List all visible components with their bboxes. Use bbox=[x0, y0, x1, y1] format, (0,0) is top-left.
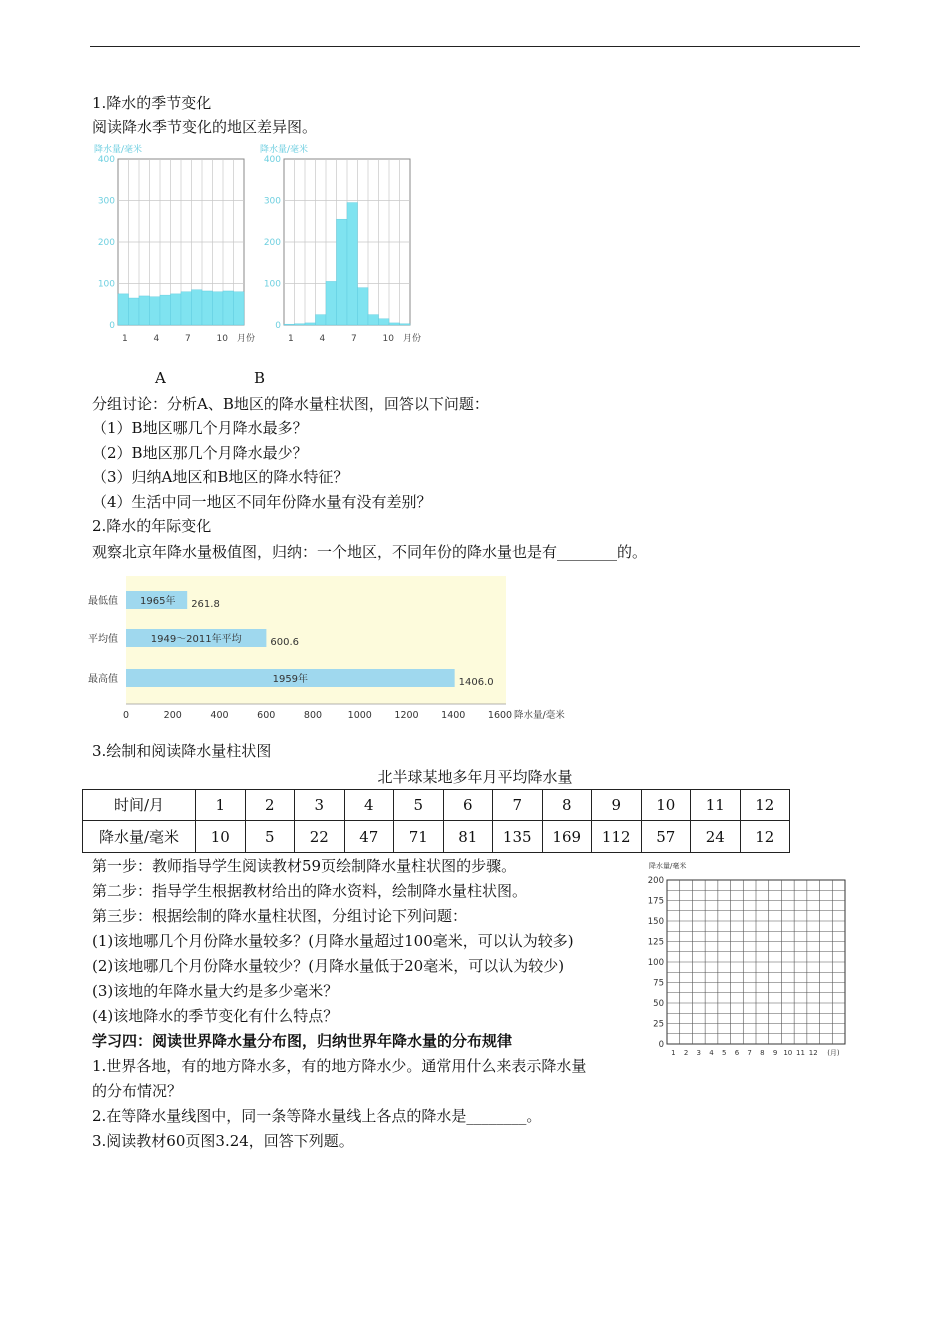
bar bbox=[181, 292, 192, 325]
y-tick-label: 50 bbox=[653, 999, 664, 1009]
x-tick-label: 4 bbox=[709, 1049, 714, 1057]
value-cell: 12 bbox=[740, 821, 790, 853]
x-axis-label: 月份 bbox=[403, 334, 422, 343]
section3-question-1: (1)该地哪几个月份降水量较多？(月降水量超过100毫米，可以认为较多) bbox=[92, 932, 574, 950]
month-cell: 5 bbox=[394, 790, 444, 821]
month-cell: 4 bbox=[344, 790, 394, 821]
step-3: 第三步：根据绘制的降水量柱状图，分组讨论下列问题： bbox=[92, 907, 468, 925]
x-tick-label: 1000 bbox=[347, 710, 372, 721]
x-tick-label: 12 bbox=[808, 1049, 818, 1057]
value-cell: 135 bbox=[493, 821, 543, 853]
y-tick-label: 200 bbox=[263, 238, 281, 248]
bar bbox=[368, 315, 379, 325]
x-tick-label: 9 bbox=[772, 1049, 778, 1057]
value-cell: 22 bbox=[295, 821, 345, 853]
table-title: 北半球某地多年月平均降水量 bbox=[377, 768, 573, 786]
x-tick-label: 4 bbox=[153, 334, 160, 343]
bar bbox=[316, 315, 327, 325]
value-label: 1406.0 bbox=[458, 677, 494, 688]
category-label: 最高值 bbox=[88, 674, 118, 685]
section3-question-3: (3)该地的年降水量大约是多少毫米？ bbox=[92, 982, 339, 1000]
bar bbox=[284, 324, 295, 325]
bar bbox=[295, 324, 306, 325]
y-tick-label: 0 bbox=[658, 1040, 664, 1050]
bar bbox=[118, 294, 129, 325]
x-tick-label: 11 bbox=[796, 1049, 805, 1057]
category-label: 平均值 bbox=[88, 634, 118, 645]
value-cell: 5 bbox=[245, 821, 295, 853]
x-tick-label: 0 bbox=[122, 710, 130, 721]
x-axis-label: (月) bbox=[827, 1049, 840, 1057]
value-cell: 47 bbox=[344, 821, 394, 853]
y-tick-label: 175 bbox=[647, 896, 664, 907]
bar bbox=[202, 291, 213, 325]
table-row-months bbox=[83, 790, 790, 821]
month-cell: 7 bbox=[493, 790, 543, 821]
chart-a-label: A bbox=[155, 369, 166, 387]
x-tick-label: 1 bbox=[671, 1049, 676, 1057]
y-tick-label: 200 bbox=[647, 876, 664, 886]
y-tick-label: 25 bbox=[653, 1019, 664, 1030]
x-tick-label: 2 bbox=[683, 1049, 689, 1057]
x-tick-label: 8 bbox=[760, 1049, 765, 1057]
bar bbox=[160, 295, 171, 325]
bar bbox=[326, 281, 337, 325]
y-tick-label: 125 bbox=[647, 937, 664, 948]
section4-question-2: 2.在等降水量线图中，同一条等降水量线上各点的降水是________。 bbox=[92, 1107, 542, 1125]
section2-heading: 2.降水的年际变化 bbox=[92, 517, 212, 535]
bar bbox=[400, 324, 411, 325]
bar bbox=[223, 291, 234, 325]
x-tick-label: 3 bbox=[696, 1049, 702, 1057]
value-cell: 81 bbox=[443, 821, 493, 853]
x-tick-label: 5 bbox=[721, 1049, 727, 1057]
table-header-month: 时间/月 bbox=[83, 790, 196, 821]
y-axis-label: 降水量/毫米 bbox=[260, 145, 309, 155]
y-tick-label: 150 bbox=[647, 917, 664, 927]
y-tick-label: 0 bbox=[109, 321, 115, 331]
bar bbox=[347, 203, 358, 325]
precipitation-table bbox=[82, 789, 790, 853]
section1-question-1: （1）B地区哪几个月降水最多？ bbox=[92, 419, 308, 437]
section1-question-3: （3）归纳A地区和B地区的降水特征？ bbox=[92, 468, 349, 486]
section3-question-4: (4)该地降水的季节变化有什么特点？ bbox=[92, 1007, 339, 1025]
value-cell: 10 bbox=[196, 821, 246, 853]
chart-b bbox=[258, 143, 423, 343]
month-cell: 10 bbox=[641, 790, 691, 821]
bar bbox=[150, 297, 161, 325]
bar bbox=[379, 319, 390, 325]
bar bbox=[129, 298, 140, 325]
value-cell: 112 bbox=[592, 821, 642, 853]
x-tick-label: 1 bbox=[122, 334, 128, 343]
x-axis-label: 降水量/毫米 bbox=[514, 710, 565, 721]
y-tick-label: 100 bbox=[97, 279, 115, 290]
bar-label: 1965年 bbox=[140, 596, 176, 607]
y-axis-label: 降水量/毫米 bbox=[94, 145, 143, 155]
x-tick-label: 600 bbox=[257, 710, 276, 721]
section3-heading: 3.绘制和阅读降水量柱状图 bbox=[92, 742, 272, 760]
value-cell: 71 bbox=[394, 821, 444, 853]
x-tick-label: 1200 bbox=[394, 710, 419, 721]
beijing-extremes-chart bbox=[86, 572, 586, 724]
y-tick-label: 75 bbox=[653, 978, 664, 989]
x-tick-label: 10 bbox=[382, 334, 394, 343]
bar bbox=[213, 292, 224, 325]
x-tick-label: 10 bbox=[216, 334, 228, 343]
bar bbox=[389, 323, 400, 325]
bar-label: 1949～2011年平均 bbox=[150, 634, 242, 645]
y-tick-label: 300 bbox=[263, 196, 281, 207]
bar bbox=[337, 219, 348, 325]
x-tick-label: 400 bbox=[210, 710, 229, 721]
blank-bar-chart-grid bbox=[645, 858, 865, 1060]
x-tick-label: 200 bbox=[163, 710, 182, 721]
y-tick-label: 0 bbox=[275, 321, 281, 331]
value-cell: 169 bbox=[542, 821, 592, 853]
bar bbox=[171, 294, 182, 325]
x-tick-label: 800 bbox=[303, 710, 323, 721]
x-tick-label: 1600 bbox=[487, 710, 513, 721]
bar bbox=[192, 290, 203, 325]
month-cell: 3 bbox=[295, 790, 345, 821]
value-label: 600.6 bbox=[270, 637, 300, 648]
section1-intro: 阅读降水季节变化的地区差异图。 bbox=[92, 118, 318, 136]
x-tick-label: 7 bbox=[185, 334, 191, 343]
x-axis-label: 月份 bbox=[237, 334, 256, 343]
month-cell: 8 bbox=[542, 790, 592, 821]
x-tick-label: 1400 bbox=[441, 710, 466, 721]
y-tick-label: 300 bbox=[97, 196, 115, 207]
step-2: 第二步：指导学生根据教材给出的降水资料，绘制降水量柱状图。 bbox=[92, 882, 528, 900]
month-cell: 9 bbox=[592, 790, 642, 821]
x-tick-label: 10 bbox=[783, 1049, 793, 1057]
section4-heading: 学习四：阅读世界降水量分布图，归纳世界年降水量的分布规律 bbox=[92, 1032, 513, 1050]
month-cell: 6 bbox=[443, 790, 493, 821]
y-tick-label: 400 bbox=[97, 155, 115, 165]
bar bbox=[234, 292, 245, 325]
bar-label: 1959年 bbox=[272, 674, 309, 685]
x-tick-label: 4 bbox=[319, 334, 326, 343]
y-tick-label: 400 bbox=[263, 155, 281, 165]
value-cell: 24 bbox=[691, 821, 741, 853]
category-label: 最低值 bbox=[88, 596, 118, 607]
section4-question-3: 3.阅读教材60页图3.24，回答下列题。 bbox=[92, 1132, 354, 1150]
month-cell: 1 bbox=[196, 790, 246, 821]
value-label: 261.8 bbox=[191, 599, 220, 610]
y-tick-label: 200 bbox=[97, 238, 115, 248]
x-tick-label: 7 bbox=[351, 334, 357, 343]
section3-question-2: (2)该地哪几个月份降水量较少？(月降水量低于20毫米，可以认为较少) bbox=[92, 957, 565, 975]
y-tick-label: 100 bbox=[263, 279, 281, 290]
step-1: 第一步：教师指导学生阅读教材59页绘制降水量柱状图的步骤。 bbox=[92, 857, 517, 875]
header-rule bbox=[90, 46, 860, 47]
x-tick-label: 1 bbox=[288, 334, 294, 343]
month-cell: 2 bbox=[245, 790, 295, 821]
x-tick-label: 6 bbox=[734, 1049, 740, 1057]
section2-intro: 观察北京年降水量极值图，归纳：一个地区，不同年份的降水量也是有________的。 bbox=[92, 543, 648, 561]
section1-question-2: （2）B地区那几个月降水最少？ bbox=[92, 444, 308, 462]
bar bbox=[305, 323, 316, 325]
table-row-values bbox=[83, 821, 790, 853]
month-cell: 11 bbox=[691, 790, 741, 821]
bar bbox=[358, 288, 369, 325]
x-tick-label: 7 bbox=[747, 1049, 752, 1057]
section1-discussion: 分组讨论：分析A、B地区的降水量柱状图，回答以下问题： bbox=[92, 395, 489, 413]
chart-b-label: B bbox=[254, 369, 266, 387]
section4-question-1b: 的分布情况？ bbox=[92, 1082, 183, 1100]
value-cell: 57 bbox=[641, 821, 691, 853]
y-tick-label: 100 bbox=[647, 958, 664, 968]
section1-heading: 1.降水的季节变化 bbox=[92, 94, 212, 112]
chart-a bbox=[92, 143, 257, 343]
table-header-precip: 降水量/毫米 bbox=[83, 821, 196, 853]
month-cell: 12 bbox=[740, 790, 790, 821]
section4-question-1a: 1.世界各地，有的地方降水多，有的地方降水少。通常用什么来表示降水量 bbox=[92, 1057, 587, 1075]
section1-question-4: （4）生活中同一地区不同年份降水量有没有差别？ bbox=[92, 493, 432, 511]
y-axis-label: 降水量/毫米 bbox=[649, 862, 687, 870]
bar bbox=[139, 296, 150, 325]
